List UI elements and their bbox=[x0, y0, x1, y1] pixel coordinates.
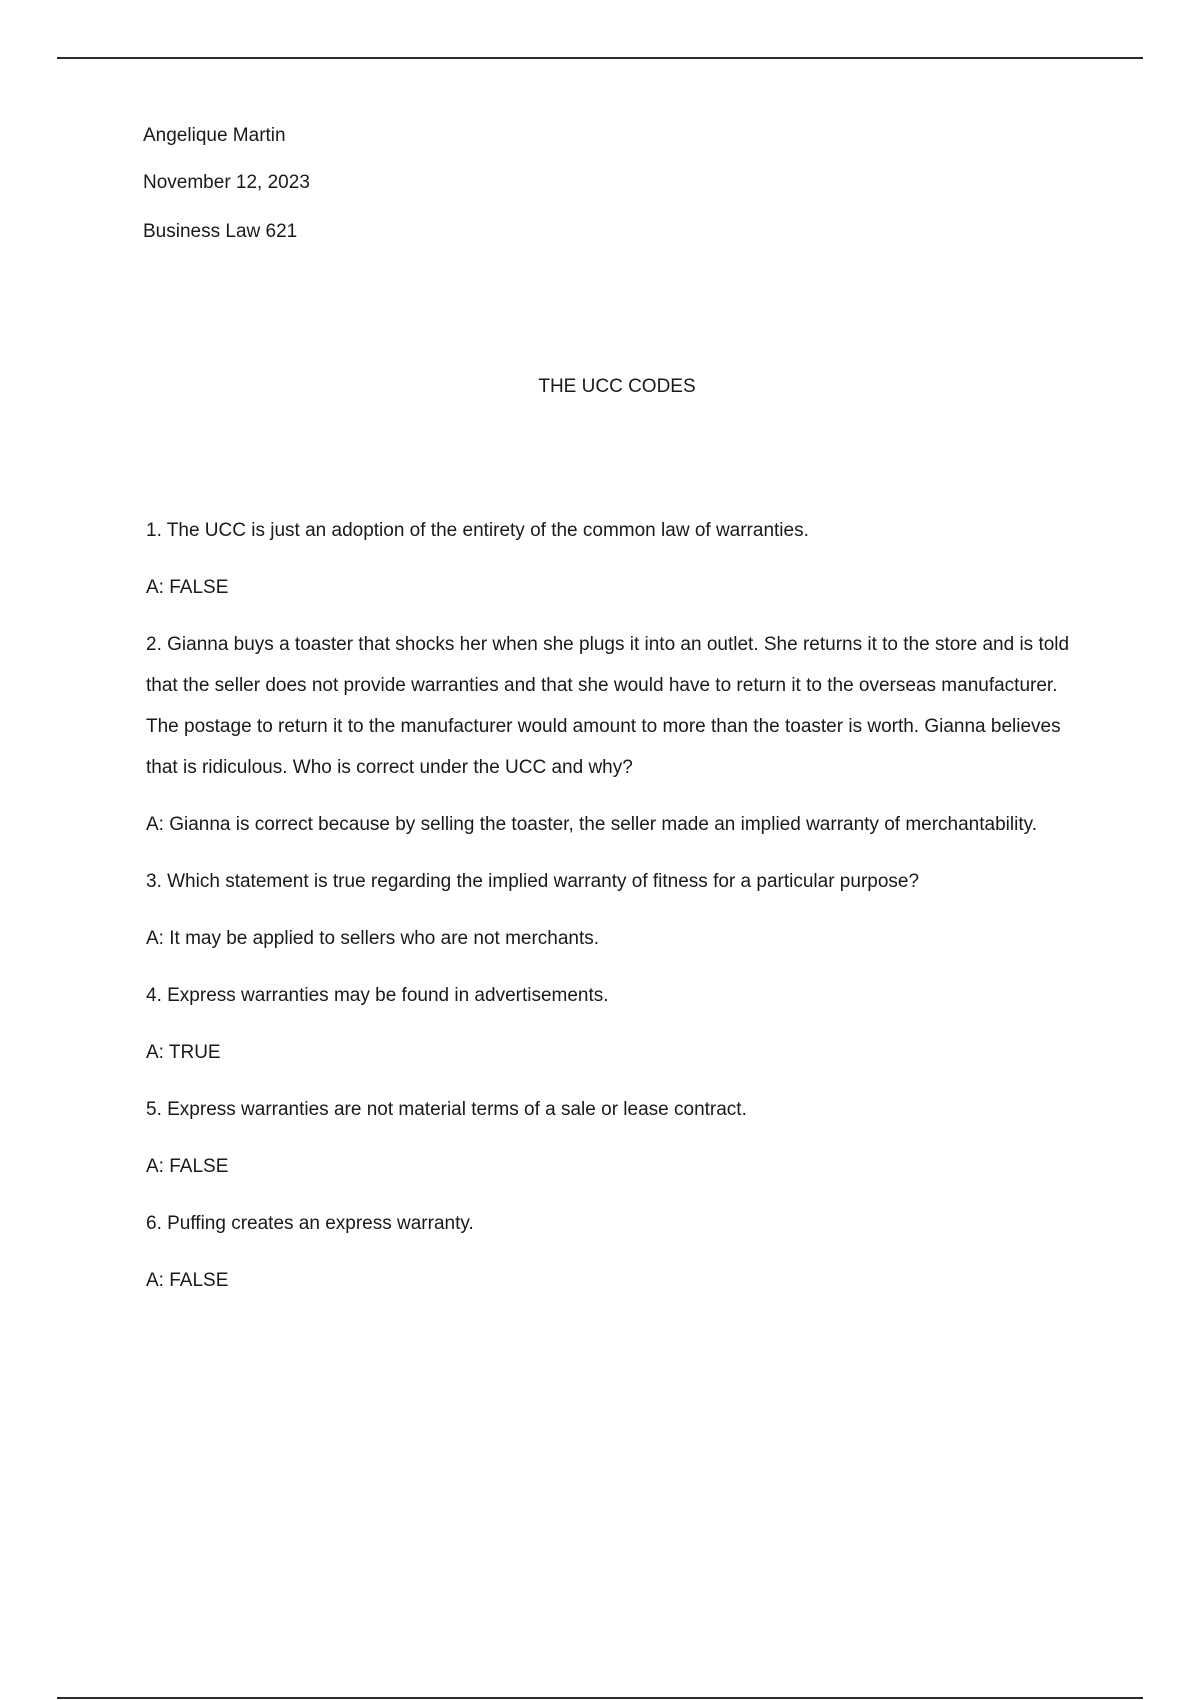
answer-1: A: FALSE bbox=[146, 577, 229, 598]
question-6: 6. Puffing creates an express warranty. bbox=[146, 1213, 474, 1234]
answer-3: A: It may be applied to sellers who are not merchants. bbox=[146, 928, 600, 949]
course-name: Business Law 621 bbox=[143, 221, 298, 242]
document-header bbox=[143, 124, 310, 244]
question-4: 4. Express warranties may be found in advertisements. bbox=[146, 985, 609, 1006]
document-title: THE UCC CODES bbox=[538, 376, 696, 397]
question-5: 5. Express warranties are not material terms of a sale or lease contract. bbox=[146, 1099, 747, 1120]
qa-list bbox=[146, 510, 1086, 1317]
author-name: Angelique Martin bbox=[143, 125, 286, 146]
question-2: 2. Gianna buys a toaster that shocks her when she plugs it into an outlet. She returns it to the store and is told that the seller does not provide warranties and that she would have to return it to the overseas manufacturer. The postage to return it to the manufacturer would amount to more than the toaster is worth. Gianna believes that is ridiculous. Who is correct under the UCC and why? bbox=[146, 634, 1070, 778]
answer-5: A: FALSE bbox=[146, 1156, 229, 1177]
document-date: November 12, 2023 bbox=[143, 172, 310, 193]
answer-6: A: FALSE bbox=[146, 1270, 229, 1291]
top-rule bbox=[57, 57, 1143, 59]
question-1: 1. The UCC is just an adoption of the entirety of the common law of warranties. bbox=[146, 520, 809, 541]
answer-2: A: Gianna is correct because by selling the toaster, the seller made an implied warranty of merchantability. bbox=[146, 814, 1037, 835]
answer-4: A: TRUE bbox=[146, 1042, 221, 1063]
question-3: 3. Which statement is true regarding the implied warranty of fitness for a particular purpose? bbox=[146, 871, 920, 892]
bottom-rule bbox=[57, 1697, 1143, 1699]
